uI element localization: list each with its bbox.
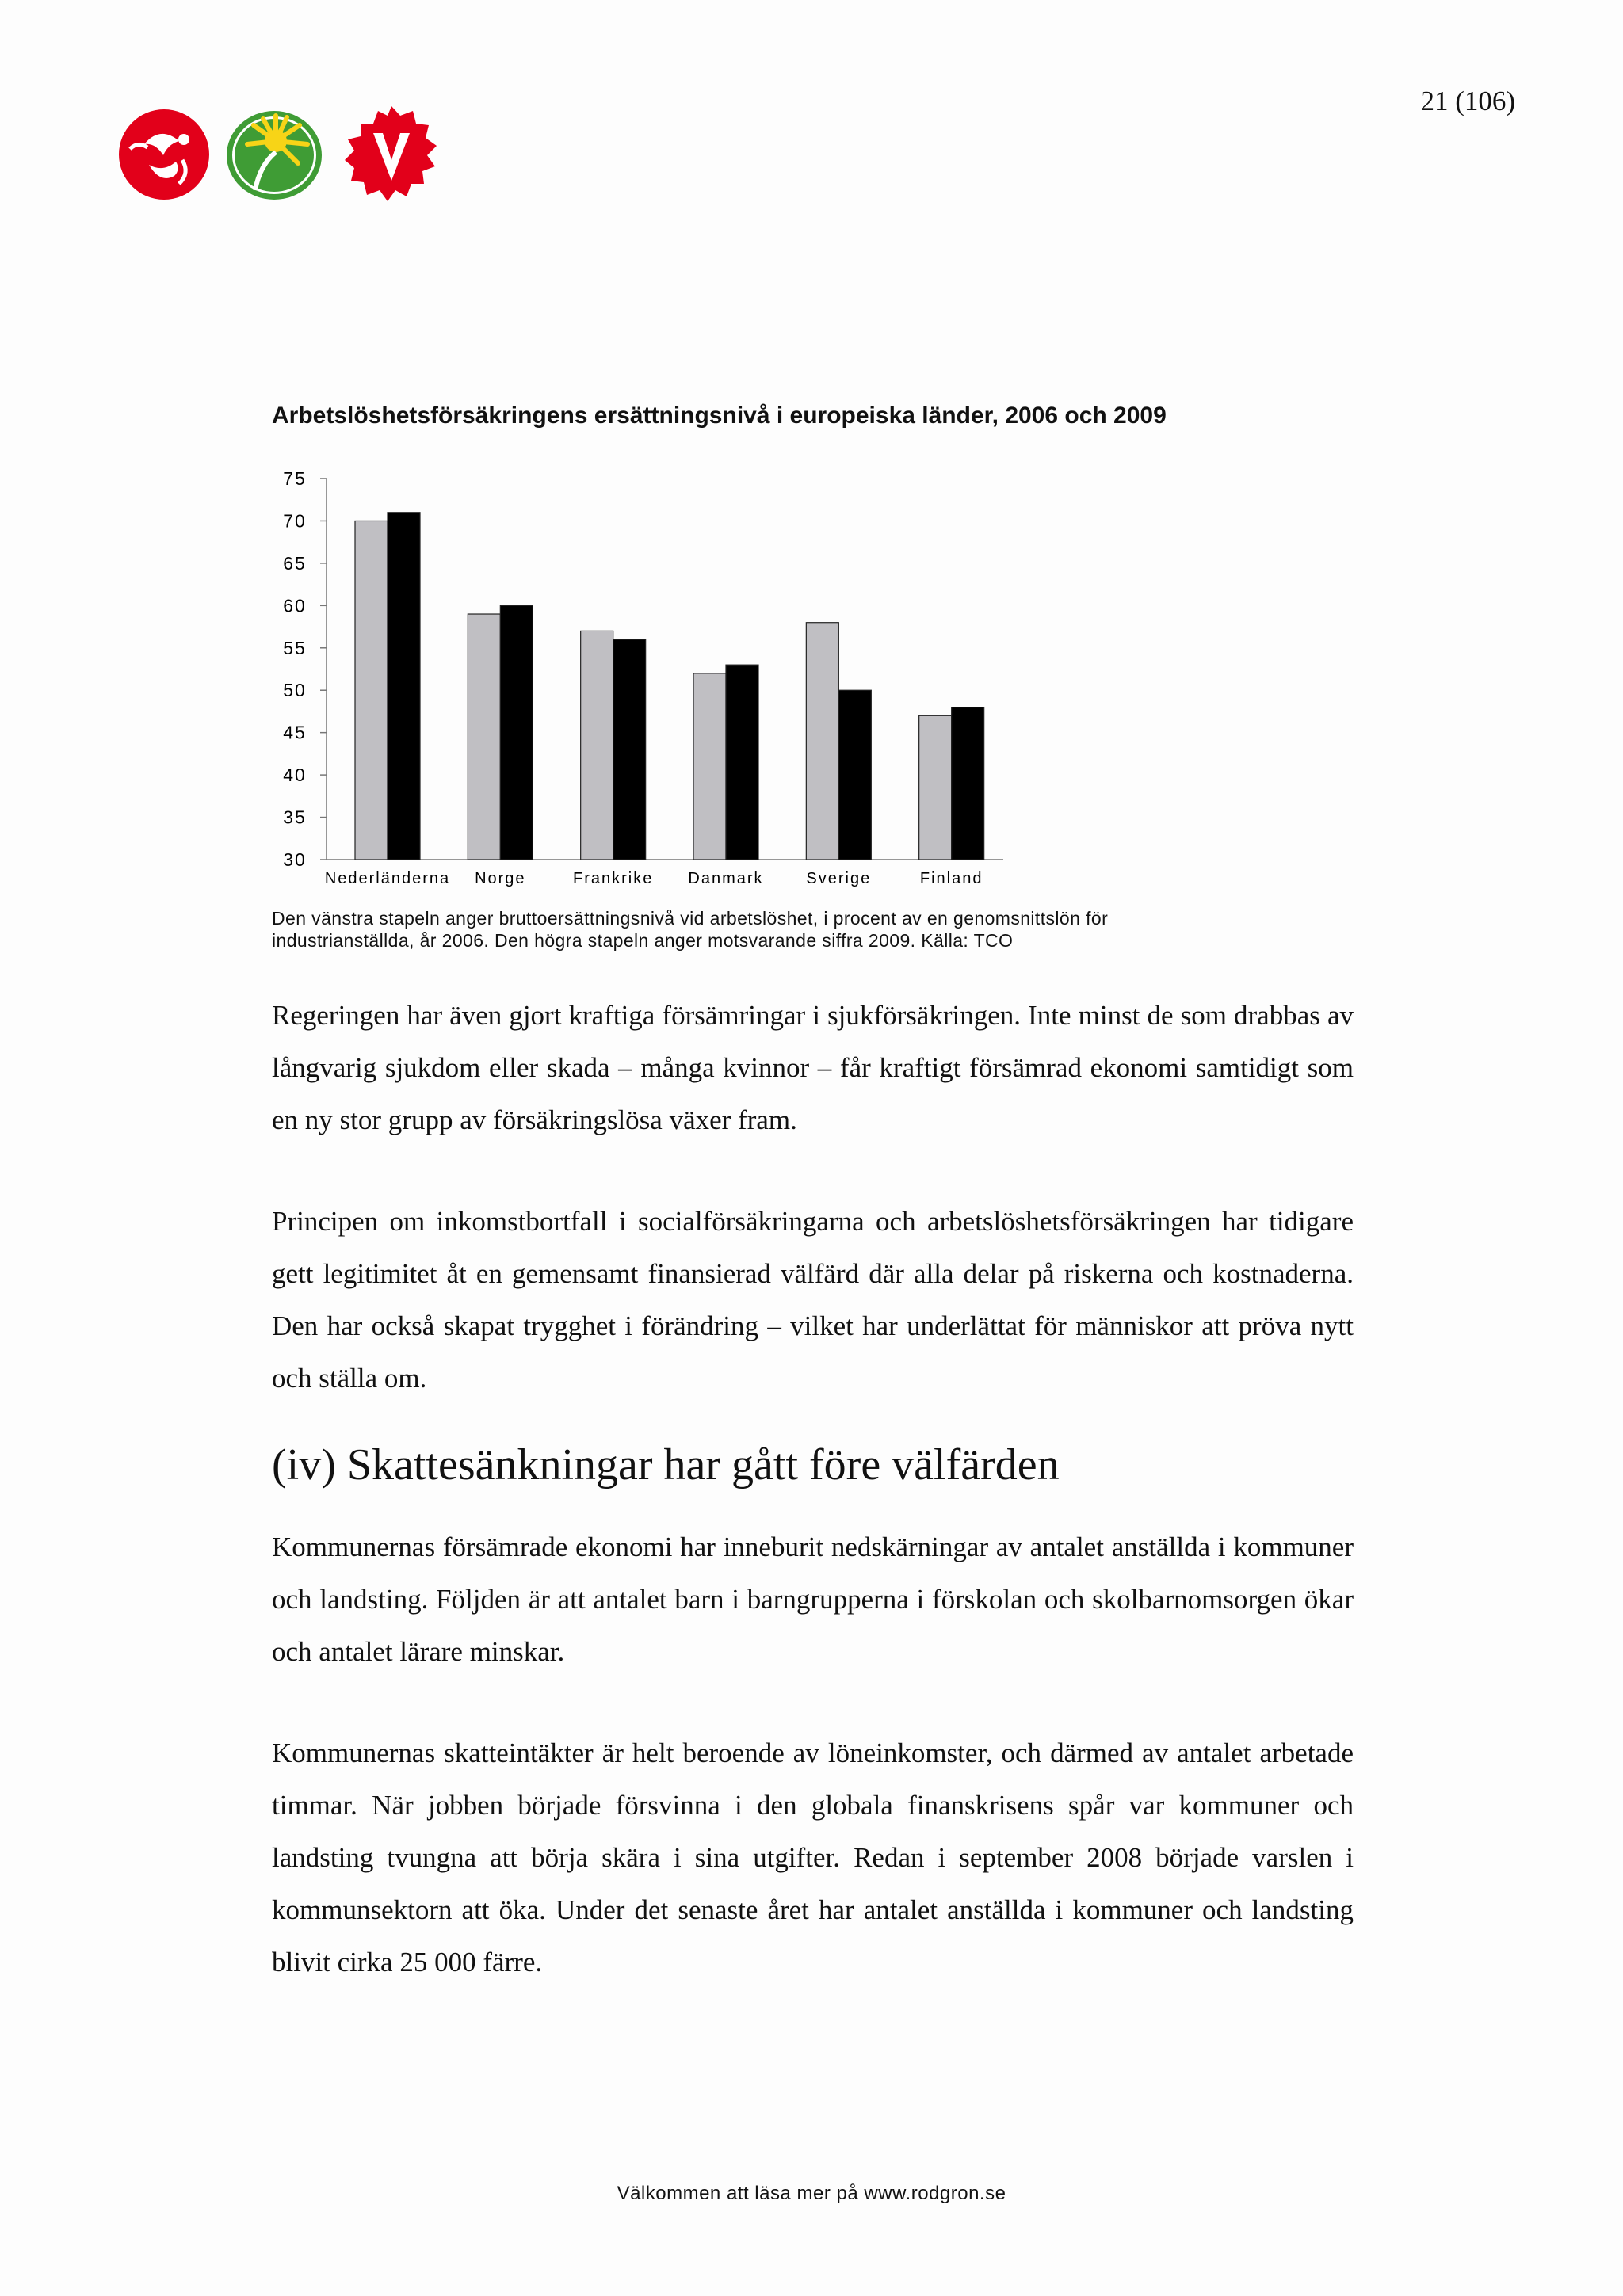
x-tick-label: Finland: [919, 870, 983, 887]
bar-2006: [806, 623, 838, 860]
bar-chart: [262, 460, 1022, 887]
x-tick-label: Danmark: [688, 870, 764, 887]
bar-2006: [919, 715, 952, 860]
y-tick-label: 45: [283, 722, 307, 743]
y-tick-label: 35: [283, 807, 307, 828]
chart-caption: [272, 907, 1302, 952]
section-heading: (iv) Skattesänkningar har gått före välfärden: [272, 1440, 1060, 1489]
v-logo-icon: [343, 105, 440, 204]
bar-2009: [613, 639, 646, 860]
y-tick-label: 50: [283, 680, 307, 701]
page-number: 21 (106): [1420, 86, 1515, 116]
y-tick-label: 65: [283, 552, 307, 574]
paragraph-kommuner-ekonomi: Kommunernas försämrade ekonomi har inneburit nedskärningar av antalet anställda i kommuner och landsting. Följden är att antalet barn i barngrupperna i förskolan och skolbarnomsorgen ökar och antalet lärare minskar.: [272, 1531, 1354, 1667]
paragraph-inkomstbortfall: Principen om inkomstbortfall i socialförsäkringarna och arbetslöshetsförsäkringen har tidigare gett legitimitet åt en gemensamt finansierad välfärd där alla delar på riskerna och kostnaderna. Den har också skapat trygghet i förändring – vilket har underlättat för människor att pröva nytt och ställa om.: [272, 1206, 1354, 1394]
chart-title: Arbetslöshetsförsäkringens ersättningsnivå i europeiska länder, 2006 och 2009: [272, 402, 1167, 429]
bar-2009: [838, 690, 871, 860]
paragraph-skatteintakter: Kommunernas skatteintäkter är helt beroende av löneinkomster, och därmed av antalet arbetade timmar. När jobben började försvinna i den globala finanskrisens spår var kommuner och landsting tvungna att börja skära i sina utgifter. Redan i september 2008 började varslen i kommunsektorn att öka. Under det senaste året har antalet anställda i kommuner och landsting blivit cirka 25 000 färre.: [272, 1737, 1354, 1978]
dandelion-logo-icon: [223, 108, 325, 203]
y-tick-label: 40: [283, 765, 307, 786]
bar-2009: [500, 605, 533, 860]
rose-logo-icon: [114, 105, 214, 204]
x-tick-label: Frankrike: [572, 870, 654, 887]
bar-2006: [693, 673, 726, 860]
bar-2006: [581, 631, 613, 860]
x-tick-label: Norge: [475, 870, 526, 887]
chart-caption-line: Den vänstra stapeln anger bruttoersättningsnivå vid arbetslöshet, i procent av en genomsnittslön för: [272, 908, 1109, 929]
x-tick-label: Sverige: [806, 870, 872, 887]
paragraph-sjukforsakring: Regeringen har även gjort kraftiga försämringar i sjukförsäkringen. Inte minst de som drabbas av långvarig sjukdom eller skada – många kvinnor – får kraftigt försämrad ekonomi samtidigt som en ny stor grupp av försäkringslösa växer fram.: [272, 1000, 1354, 1135]
chart-caption-line: industrianställda, år 2006. Den högra stapeln anger motsvarande siffra 2009. Källa: TCO: [272, 930, 1014, 951]
bar-2006: [355, 521, 388, 860]
bar-2006: [468, 614, 500, 860]
footer-text: Välkommen att läsa mer på www.rodgron.se: [617, 2183, 1006, 2204]
y-tick-label: 60: [283, 595, 307, 616]
y-tick-label: 30: [283, 849, 307, 870]
bar-2009: [952, 707, 984, 860]
x-tick-label: Nederländerna: [324, 870, 451, 887]
y-tick-label: 55: [283, 637, 307, 658]
bar-2009: [726, 665, 758, 860]
y-tick-label: 75: [283, 468, 307, 489]
y-tick-label: 70: [283, 510, 307, 532]
bar-2009: [388, 513, 420, 860]
